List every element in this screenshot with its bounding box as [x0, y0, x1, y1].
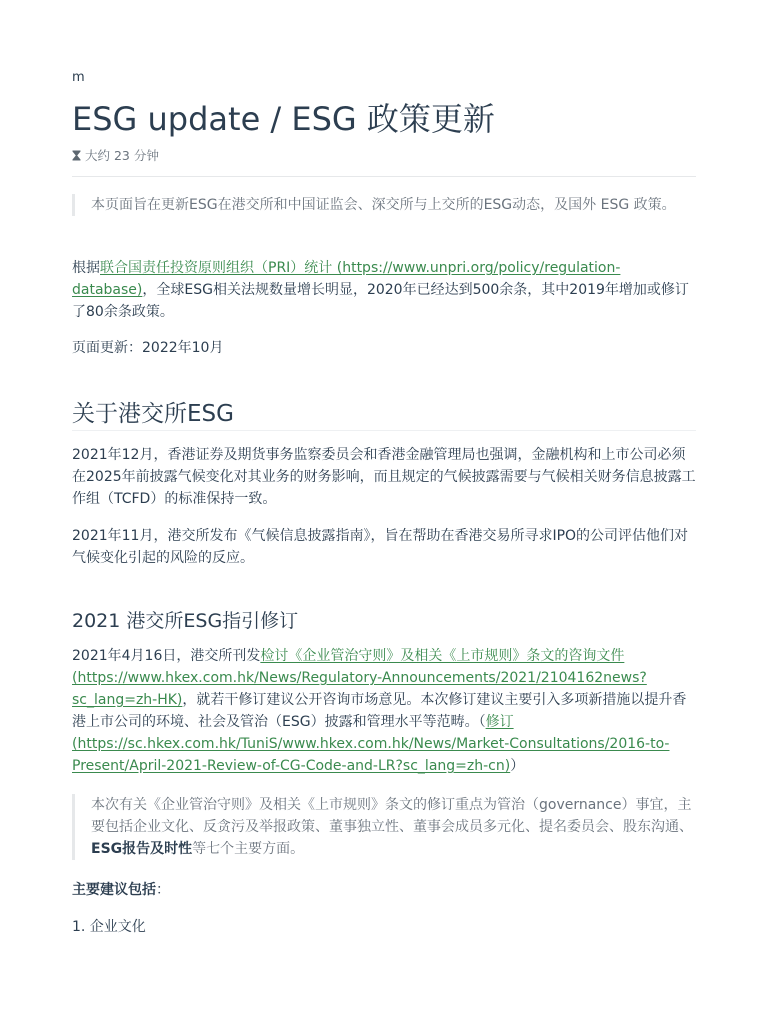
section-divider — [72, 430, 696, 431]
page-updated: 页面更新：2022年10月 — [72, 340, 224, 356]
revision-suffix: ） — [510, 758, 525, 774]
list-item: 1. 企业文化 — [72, 919, 146, 935]
reading-time — [72, 146, 159, 164]
revision-middle: ，就若干修订建议公开咨询市场意见。本次修订建议主要引入多项新措施以提升香港上市公司的环境、社会及管治（ESG）披露和管理水平等范畴。（ — [72, 692, 687, 730]
proposals-list — [72, 916, 146, 938]
revision-quote — [72, 794, 696, 860]
revision-quote-bold: ESG报告及时性 — [91, 841, 193, 857]
breadcrumb[interactable]: m — [72, 70, 85, 85]
proposals-label-colon: ： — [156, 882, 170, 898]
section-heading-2021-revision: 2021 港交所ESG指引修订 — [72, 610, 299, 632]
title-divider — [72, 176, 696, 177]
intro-quote-text: 本页面旨在更新ESG在港交所和中国证监会、深交所与上交所的ESG动态，及国外 ESG 政策。 — [91, 197, 676, 213]
proposals-label-bold: 主要建议包括 — [72, 882, 156, 898]
revision-quote-prefix: 本次有关《企业管治守则》及相关《上市规则》条文的修订重点为管治（governance）事宜，主要包括企业文化、反贪污及举报政策、董事独立性、董事会成员多元化、提名委员会、股东沟通、 — [91, 797, 693, 835]
page-title: ESG update / ESG 政策更新 — [72, 100, 495, 138]
revision-paragraph — [72, 645, 696, 777]
hourglass-icon — [72, 150, 81, 161]
consultation-link[interactable]: 检讨《企业管治守则》及相关《上市规则》条文的咨询文件 (https://www.hkex.com.hk/News/Regulatory-Announcements/2021/2104162news?sc_lang=zh-HK) — [72, 648, 647, 708]
revision-prefix: 2021年4月16日，港交所刊发 — [72, 648, 261, 664]
revision-link[interactable]: 修订 (https://sc.hkex.com.hk/TuniS/www.hkex.com.hk/News/Market-Consultations/2016-to-Present/April-2021-Review-of-CG-Code-and-LR?sc_lang=zh-cn) — [72, 714, 670, 774]
hkex-paragraph-2: 2021年11月，港交所发布《气候信息披露指南》，旨在帮助在香港交易所寻求IPO的公司评估他们对气候变化引起的风险的反应。 — [72, 528, 689, 566]
proposals-label — [72, 879, 696, 901]
pri-link[interactable]: 联合国责任投资原则组织（PRI）统计 (https://www.unpri.org/policy/regulation-database) — [72, 260, 621, 298]
reading-time-text: 大约 23 分钟 — [85, 148, 159, 163]
section-heading-hkex-esg: 关于港交所ESG — [72, 401, 234, 427]
pri-suffix: ，全球ESG相关法规数量增长明显，2020年已经达到500余条，其中2019年增加或修订了80余条政策。 — [72, 282, 689, 320]
pri-prefix: 根据 — [72, 260, 100, 276]
pri-paragraph — [72, 257, 696, 323]
intro-quote — [72, 194, 696, 216]
revision-quote-suffix: 等七个主要方面。 — [192, 841, 305, 857]
hkex-paragraph-1: 2021年12月，香港证券及期货事务监察委员会和香港金融管理局也强调，金融机构和上市公司必须在2025年前披露气候变化对其业务的财务影响，而且规定的气候披露需要与气候相关财务信息披露工作组（TCFD）的标准保持一致。 — [72, 447, 696, 507]
